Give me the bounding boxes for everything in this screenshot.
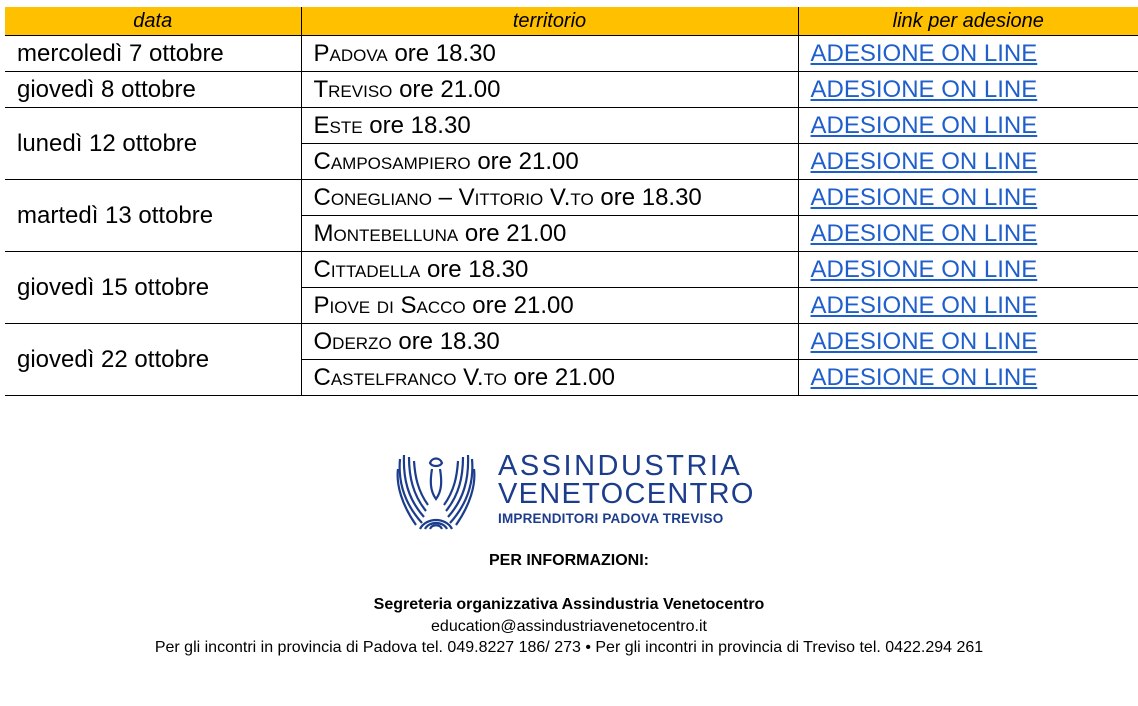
place-name: Oderzo <box>313 327 392 355</box>
date-cell: giovedì 8 ottobre <box>5 72 301 108</box>
table-row <box>5 180 1138 216</box>
date-cell: giovedì 22 ottobre <box>5 324 301 396</box>
place-name: Castelfranco V.to <box>313 363 507 391</box>
table-row <box>5 36 1138 72</box>
adesione-online-link[interactable]: ADESIONE ON LINE <box>810 75 1038 103</box>
link-cell <box>798 180 1138 216</box>
table-row <box>5 252 1138 288</box>
event-time: ore 18.30 <box>394 39 496 67</box>
place-name: Montebelluna <box>313 219 459 247</box>
territorio-cell <box>301 108 798 144</box>
event-time: ore 18.30 <box>398 327 500 355</box>
adesione-online-link[interactable]: ADESIONE ON LINE <box>810 291 1038 319</box>
territorio-cell <box>301 288 798 324</box>
territorio-cell <box>301 324 798 360</box>
date-cell: giovedì 15 ottobre <box>5 252 301 324</box>
header-link: link per adesione <box>798 7 1138 36</box>
date-cell: lunedì 12 ottobre <box>5 108 301 180</box>
logo-line-2: VENETOCENTRO <box>498 478 755 510</box>
event-time: ore 21.00 <box>464 219 567 247</box>
email-text: education@assindustriavenetocentro.it <box>431 618 707 635</box>
phones-text: Per gli incontri in provincia di Padova tel. 049.8227 186/ 273 • Per gli incontri in provincia di Treviso tel. 0422.294 261 <box>154 639 984 656</box>
logo-line-1: ASSINDUSTRIA <box>498 450 743 482</box>
adesione-online-link[interactable]: ADESIONE ON LINE <box>810 111 1038 139</box>
adesione-online-link[interactable]: ADESIONE ON LINE <box>810 327 1038 355</box>
adesione-online-link[interactable]: ADESIONE ON LINE <box>810 147 1038 175</box>
place-name: Treviso <box>313 75 393 103</box>
info-heading: PER INFORMAZIONI: <box>489 552 649 569</box>
territorio-cell <box>301 144 798 180</box>
place-name: Camposampiero <box>313 147 471 175</box>
logo-tagline: IMPRENDITORI PADOVA TREVISO <box>498 511 724 526</box>
place-name: Cittadella <box>313 255 421 283</box>
adesione-online-link[interactable]: ADESIONE ON LINE <box>810 255 1038 283</box>
event-time: ore 21.00 <box>513 363 615 391</box>
adesione-online-link[interactable]: ADESIONE ON LINE <box>810 39 1038 67</box>
organizer-text: Segreteria organizzativa Assindustria Venetocentro <box>373 596 765 613</box>
territorio-cell <box>301 360 798 396</box>
header-territorio: territorio <box>301 7 798 36</box>
link-cell <box>798 288 1138 324</box>
event-time: ore 18.30 <box>369 111 471 139</box>
date-cell: mercoledì 7 ottobre <box>5 36 301 72</box>
territorio-cell <box>301 252 798 288</box>
link-cell <box>798 108 1138 144</box>
link-cell <box>798 216 1138 252</box>
header-data: data <box>5 7 301 36</box>
link-cell <box>798 36 1138 72</box>
link-cell <box>798 360 1138 396</box>
event-time: ore 18.30 <box>426 255 529 283</box>
adesione-online-link[interactable]: ADESIONE ON LINE <box>810 219 1038 247</box>
event-time: ore 21.00 <box>477 147 579 175</box>
table-row <box>5 324 1138 360</box>
territorio-cell <box>301 216 798 252</box>
place-name: Conegliano – Vittorio V.to <box>313 183 594 211</box>
event-time: ore 21.00 <box>399 75 501 103</box>
adesione-online-link[interactable]: ADESIONE ON LINE <box>810 363 1038 391</box>
territorio-cell <box>301 36 798 72</box>
table-header-row <box>5 7 1138 36</box>
schedule-table <box>5 7 1138 396</box>
place-name: Piove di Sacco <box>313 291 466 319</box>
place-name: Este <box>313 111 363 139</box>
eagle-logo-icon <box>394 451 478 531</box>
link-cell <box>798 144 1138 180</box>
event-time: ore 18.30 <box>600 183 702 211</box>
table-row <box>5 72 1138 108</box>
link-cell <box>798 72 1138 108</box>
event-time: ore 21.00 <box>472 291 574 319</box>
place-name: Padova <box>313 39 388 67</box>
link-cell <box>798 252 1138 288</box>
adesione-online-link[interactable]: ADESIONE ON LINE <box>810 183 1038 211</box>
assindustria-logo <box>394 450 755 531</box>
territorio-cell <box>301 72 798 108</box>
territorio-cell <box>301 180 798 216</box>
date-cell: martedì 13 ottobre <box>5 180 301 252</box>
table-row <box>5 108 1138 144</box>
link-cell <box>798 324 1138 360</box>
